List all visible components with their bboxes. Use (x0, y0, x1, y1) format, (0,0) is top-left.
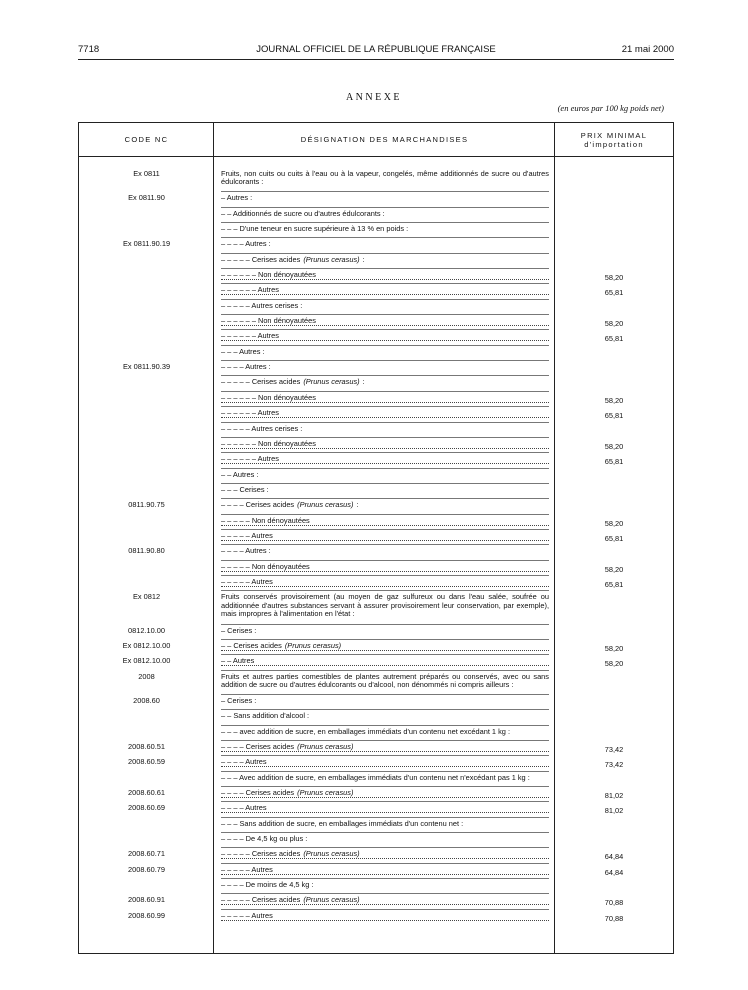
row-separator (221, 863, 549, 864)
code-nc-cell: Ex 0811.90.39 (122, 362, 171, 372)
designation-text: – – – – Cerises acides (221, 787, 295, 797)
designation-text: – – – – – Autres cerises : (221, 300, 303, 310)
designation-italic: (Prunus cerasus) (301, 895, 360, 905)
designation-text: – – – Autres : (221, 346, 265, 356)
row-separator (221, 207, 549, 208)
designation-text: – – – – – – Non dénoyautées (221, 392, 316, 402)
designation-cell (221, 425, 549, 433)
row-separator (221, 575, 549, 576)
designation-text: – – Autres : (221, 469, 259, 479)
min-price-cell: 81,02 (604, 790, 624, 800)
row-separator (221, 468, 549, 469)
page-number: 7718 (78, 44, 100, 55)
designation-text: – – – – Cerises acides (221, 500, 295, 510)
designation-cell (221, 563, 549, 572)
row-separator (221, 786, 549, 787)
code-nc-cell: 2008.60.61 (128, 787, 165, 797)
designation-cell (221, 774, 549, 782)
row-separator (221, 654, 549, 655)
designation-cell (221, 378, 549, 386)
min-price-cell: 58,20 (604, 273, 624, 282)
designation-cell (221, 256, 549, 264)
min-price-cell: 70,88 (604, 913, 624, 923)
designation-text: – – – – – – Autres (221, 285, 279, 295)
designation-cell (221, 501, 549, 509)
designation-text: – – – – Cerises acides (221, 741, 295, 751)
designation-suffix: : (360, 254, 365, 264)
row-separator (221, 740, 549, 741)
min-price-cell: 58,20 (604, 518, 624, 528)
row-separator (221, 529, 549, 530)
designation-italic: (Prunus cerasus) (301, 849, 360, 859)
row-separator (221, 801, 549, 802)
designation-text: – – – – – Autres (221, 530, 273, 540)
designation-text: – – – – De moins de 4,5 kg : (221, 880, 314, 889)
designation-cell (221, 789, 549, 798)
designation-text: – – – – – – Autres (221, 408, 279, 418)
annex-title: ANNEXE (345, 92, 403, 103)
code-nc-cell: 2008.60 (133, 695, 160, 705)
designation-text: – Cerises : (221, 695, 257, 705)
designation-italic: (Prunus cerasus) (301, 377, 360, 387)
designation-text: – – – – – Autres (221, 910, 273, 920)
issue-date: 21 mai 2000 (621, 44, 674, 55)
row-separator (221, 345, 549, 346)
tariff-table (78, 122, 674, 954)
row-separator (221, 268, 549, 269)
designation-text: – – – – Autres : (221, 362, 271, 372)
designation-cell (221, 532, 549, 541)
designation-cell (221, 302, 549, 310)
row-separator (221, 222, 549, 223)
designation-text: – – – – – Autres cerises : (221, 423, 303, 433)
designation-text: – Autres : (221, 193, 253, 203)
designation-cell (221, 547, 549, 555)
designation-text: – – – – Autres (221, 757, 267, 767)
row-separator (221, 709, 549, 710)
designation-cell (221, 394, 549, 403)
designation-text: – – – – Autres : (221, 546, 271, 556)
designation-text: – – – – – – Non dénoyautées (221, 270, 316, 279)
designation-suffix: : (360, 377, 365, 387)
code-nc-cell: 2008.60.69 (128, 803, 165, 813)
row-separator (221, 191, 549, 192)
row-separator (221, 422, 549, 423)
designation-italic: (Prunus cerasus) (295, 741, 354, 751)
designation-cell (221, 835, 549, 843)
designation-text: – – – – – Non dénoyautées (221, 515, 310, 525)
code-nc-cell: Ex 0811.90.19 (122, 239, 171, 249)
designation-cell (221, 820, 549, 828)
designation-cell (221, 225, 549, 233)
header-designation: DÉSIGNATION DES MARCHANDISES (300, 135, 469, 144)
page-header (78, 44, 674, 60)
min-price-cell: 58,20 (604, 643, 624, 653)
designation-text: – – – avec addition de sucre, en emballages immédiats d'un contenu net excédant 1 kg : (221, 726, 511, 736)
designation-cell (221, 673, 549, 690)
min-price-cell: 64,84 (604, 867, 624, 877)
row-separator (221, 832, 549, 833)
row-separator (221, 755, 549, 756)
designation-text: – Cerises : (221, 625, 257, 635)
designation-text: – – – – – Cerises acides (221, 895, 301, 905)
designation-text: – – – – – Non dénoyautées (221, 561, 310, 571)
designation-cell (221, 697, 549, 705)
code-nc-cell: Ex 0812.10.00 (122, 640, 171, 650)
min-price-cell: 65,81 (604, 580, 624, 589)
row-separator (221, 878, 549, 879)
min-price-cell: 81,02 (604, 806, 624, 816)
designation-cell (221, 657, 549, 666)
row-separator (221, 694, 549, 695)
code-nc-cell: 2008.60.99 (128, 910, 165, 920)
designation-cell (221, 804, 549, 813)
code-nc-cell: 2008.60.59 (128, 757, 165, 767)
designation-cell (221, 743, 549, 752)
unit-note: (en euros par 100 kg poids net) (557, 103, 664, 113)
designation-text: – – Additionnés de sucre ou d'autres édulcorants : (221, 208, 385, 218)
designation-cell (221, 627, 549, 635)
min-price-cell: 58,20 (604, 564, 624, 574)
designation-italic: (Prunus cerasus) (295, 500, 354, 510)
designation-text: – – – – – – Autres (221, 454, 279, 464)
designation-text: – – – D'une teneur en sucre supérieure à 13 % en poids : (221, 223, 409, 233)
designation-text: – – Cerises acides (221, 640, 282, 650)
designation-text: – – – Cerises : (221, 484, 269, 494)
designation-suffix: : (354, 500, 359, 510)
row-separator (221, 725, 549, 726)
designation-cell (221, 440, 549, 449)
designation-text: – – Sans addition d'alcool : (221, 711, 310, 721)
code-nc-cell: Ex 0812.10.00 (122, 656, 171, 666)
designation-cell (221, 486, 549, 494)
designation-cell (221, 642, 549, 651)
header-min-price-line2: d'importation (584, 139, 644, 149)
min-price-cell: 58,20 (604, 319, 624, 329)
designation-cell (221, 471, 549, 479)
min-price-cell: 58,20 (604, 441, 624, 451)
min-price-cell: 65,81 (604, 334, 624, 344)
designation-text: – – – – – Cerises acides (221, 377, 301, 387)
min-price-cell: 73,42 (604, 744, 624, 754)
designation-text: – – – – – Cerises acides (221, 254, 301, 264)
min-price-cell: 65,81 (604, 411, 624, 421)
code-nc-cell: 2008 (138, 671, 155, 681)
min-price-cell: 58,20 (604, 659, 624, 669)
designation-text: – – – Avec addition de sucre, en emballages immédiats d'un contenu net n'excédant pas 1 kg : (221, 772, 530, 782)
designation-cell (221, 409, 549, 418)
code-nc-cell: 2008.60.79 (128, 864, 165, 874)
designation-text: – – – – – – Non dénoyautées (221, 438, 316, 448)
designation-cell (221, 912, 549, 921)
designation-text: – – – – – Autres (221, 577, 273, 586)
min-price-cell: 58,20 (604, 395, 624, 405)
designation-cell (221, 286, 549, 295)
designation-cell (221, 728, 549, 736)
designation-text: – – – – Autres (221, 803, 267, 813)
designation-cell (221, 758, 549, 767)
row-separator (221, 670, 549, 671)
designation-text: – – – – – Autres (221, 864, 273, 874)
row-separator (221, 391, 549, 392)
designation-text: Fruits, non cuits ou cuits à l'eau ou à la vapeur, congelés, même additionnés de sucre ou d'autres édulcorants : (221, 169, 549, 187)
designation-text: Fruits conservés provisoirement (au moyen de gaz sulfureux ou dans l'eau salée, soufrée ou additionnée d'autres substances servant à assurer provisoirement leur conservation, par exemple), mais impropres à l'alimentation en l'état : (221, 592, 549, 619)
designation-cell (221, 348, 549, 356)
row-separator (221, 437, 549, 438)
designation-cell (221, 271, 549, 280)
min-price-cell: 73,42 (604, 760, 624, 770)
designation-cell (221, 517, 549, 526)
designation-cell (221, 455, 549, 464)
row-separator (221, 406, 549, 407)
designation-cell (221, 240, 549, 248)
designation-cell (221, 578, 549, 587)
journal-title: JOURNAL OFFICIEL DE LA RÉPUBLIQUE FRANÇAISE (256, 44, 496, 55)
designation-text: – – – – – – Non dénoyautées (221, 316, 316, 326)
code-nc-cell: 2008.60.91 (128, 895, 165, 905)
designation-cell (221, 593, 549, 618)
row-separator (221, 624, 549, 625)
designation-cell (221, 317, 549, 326)
row-separator (221, 314, 549, 315)
min-price-cell: 65,81 (604, 288, 624, 298)
row-separator (221, 771, 549, 772)
row-separator (221, 639, 549, 640)
code-nc-cell: 0812.10.00 (128, 625, 165, 635)
designation-cell (221, 850, 549, 859)
designation-italic: (Prunus cerasus) (301, 254, 360, 264)
row-separator (221, 253, 549, 254)
row-separator (221, 483, 549, 484)
designation-text: – – – – – Cerises acides (221, 849, 301, 859)
header-code-nc: CODE NC (124, 135, 169, 144)
row-separator (221, 299, 549, 300)
code-nc-cell: Ex 0811.90 (128, 193, 165, 203)
min-price-cell: 70,88 (604, 898, 624, 908)
designation-text: – – – Sans addition de sucre, en emballages immédiats d'un contenu net : (221, 818, 464, 828)
designation-italic: (Prunus cerasus) (282, 640, 342, 650)
designation-cell (221, 866, 549, 875)
designation-cell (221, 881, 549, 889)
designation-cell (221, 194, 549, 202)
code-nc-cell: 0811.90.75 (128, 500, 165, 510)
row-separator (221, 360, 549, 361)
designation-text: – – – – – – Autres (221, 331, 279, 341)
designation-text: Fruits et autres parties comestibles de plantes autrement préparés ou conservés, avec ou sans addition de sucre ou d'autres édulcorants ou d'alcool, non dénommés ni compris ailleurs : (221, 671, 549, 689)
min-price-cell: 64,84 (604, 852, 624, 862)
row-separator (221, 909, 549, 910)
code-nc-cell: Ex 0811 (133, 169, 160, 178)
designation-italic: (Prunus cerasus) (295, 787, 354, 797)
row-separator (221, 560, 549, 561)
code-nc-cell: Ex 0812 (132, 592, 161, 602)
code-nc-cell: 2008.60.51 (128, 741, 165, 751)
row-separator (221, 817, 549, 818)
designation-cell (221, 332, 549, 341)
header-rule (78, 59, 674, 60)
min-price-cell: 65,81 (604, 533, 624, 543)
designation-cell (221, 363, 549, 371)
header-min-price-line1: PRIX MINIMAL (580, 130, 648, 140)
designation-cell (221, 170, 549, 187)
designation-cell (221, 896, 549, 905)
designation-cell (221, 712, 549, 720)
designation-cell (221, 210, 549, 218)
designation-text: – – Autres (221, 656, 255, 666)
designation-text: – – – – Autres : (221, 239, 271, 249)
code-nc-cell: 0811.90.80 (128, 546, 165, 556)
row-separator (221, 514, 549, 515)
designation-text: – – – – De 4,5 kg ou plus : (221, 833, 308, 843)
header-min-price (555, 123, 673, 156)
min-price-cell: 65,81 (604, 457, 624, 467)
code-nc-cell: 2008.60.71 (128, 849, 165, 859)
table-header (79, 123, 673, 157)
